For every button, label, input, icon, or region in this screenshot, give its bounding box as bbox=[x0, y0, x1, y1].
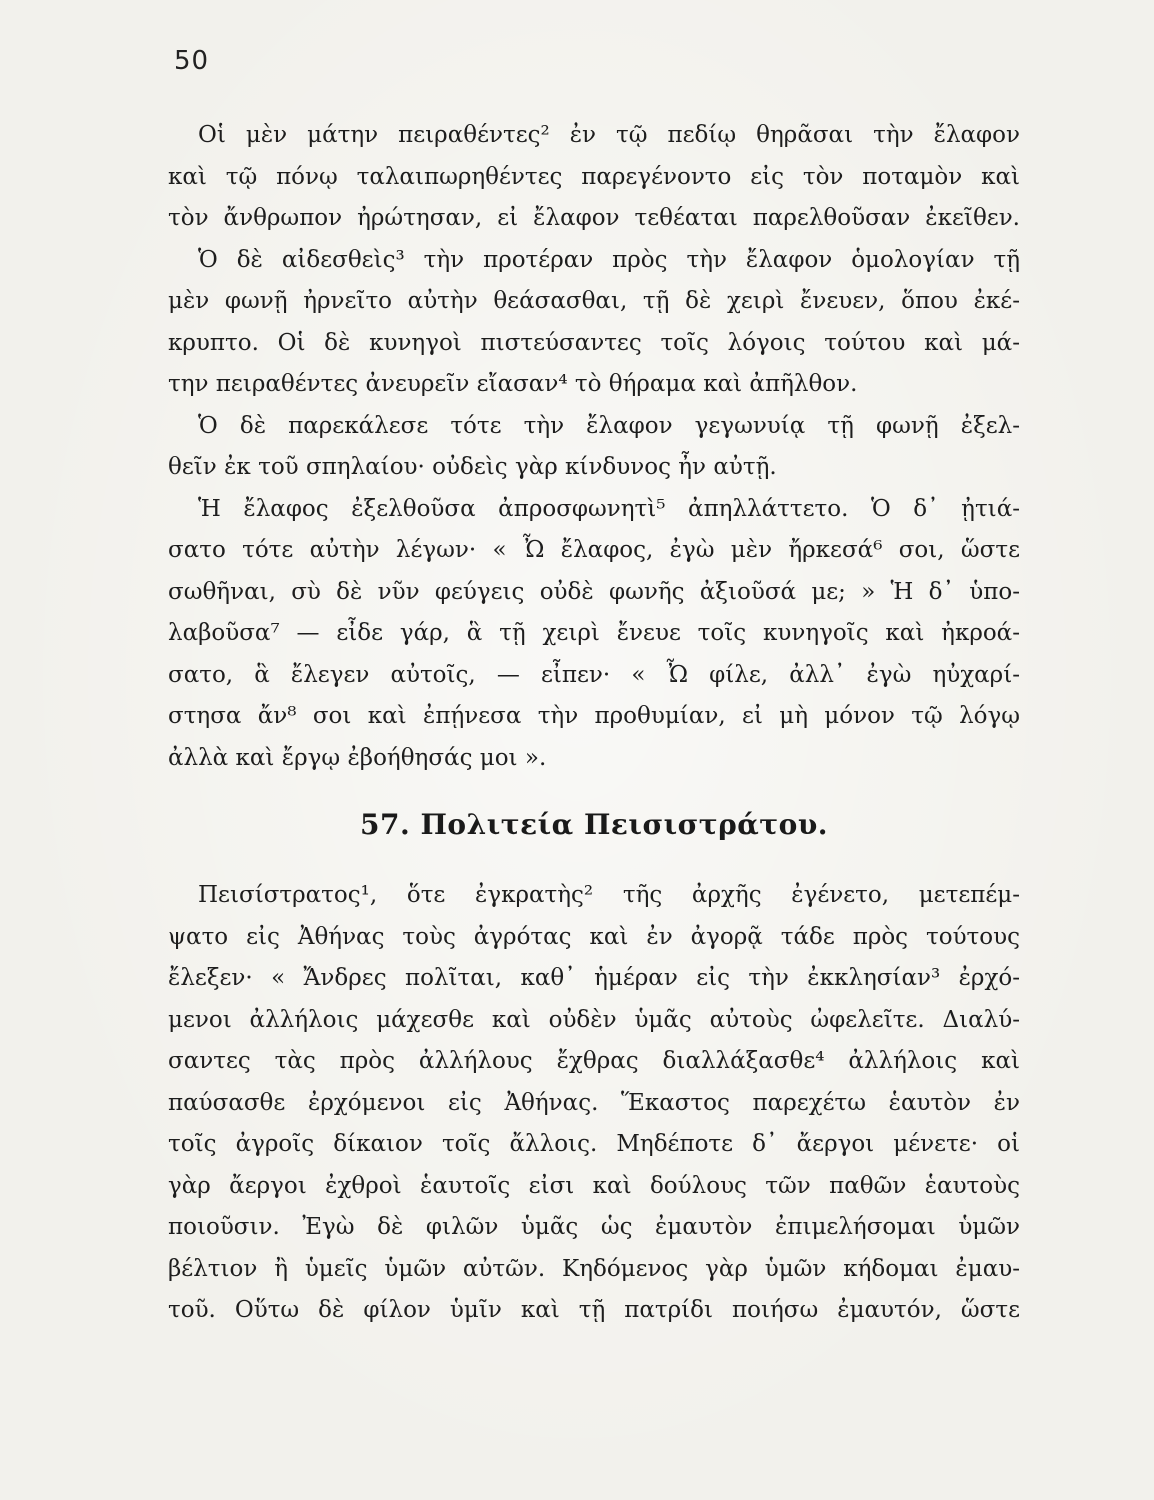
text-line: σατο τότε αὐτὴν λέγων· « Ὦ ἔλαφος, ἐγὼ μὲν ἤρκεσά⁶ σοι, ὥστε bbox=[168, 537, 1020, 563]
text-line: σαντες τὰς πρὸς ἀλλήλους ἔχθρας διαλλάξασθε⁴ ἀλλήλοις καὶ bbox=[168, 1048, 1020, 1074]
text-line: θεῖν ἐκ τοῦ σπηλαίου· οὐδεὶς γὰρ κίνδυνος ἦν αὐτῇ. bbox=[168, 454, 777, 480]
text-line: παύσασθε ἐρχόμενοι εἰς Ἀθήνας. Ἕκαστος παρεχέτω ἑαυτὸν ἐν bbox=[168, 1089, 1020, 1116]
text-line: σατο, ἃ ἔλεγεν αὐτοῖς, — εἶπεν· « Ὦ φίλε, ἀλλ᾽ ἐγὼ ηὐχαρί- bbox=[168, 661, 1020, 688]
text-line: καὶ τῷ πόνῳ ταλαιπωρηθέντες παρεγένοντο εἰς τὸν ποταμὸν καὶ bbox=[168, 163, 1020, 190]
text-line: Ὁ δὲ αἰδεσθεὶς³ τὴν προτέραν πρὸς τὴν ἔλαφον ὁμολογίαν τῇ bbox=[198, 246, 1020, 273]
section-heading: 57. Πολιτεία Πεισιστράτου. bbox=[359, 808, 828, 841]
passage-fable-end bbox=[168, 115, 1020, 779]
text-line: Οἱ μὲν μάτην πειραθέντες² ἐν τῷ πεδίῳ θηρᾶσαι τὴν ἔλαφον bbox=[198, 122, 1020, 148]
text-line: μὲν φωνῇ ἠρνεῖτο αὐτὴν θεάσασθαι, τῇ δὲ χειρὶ ἔνευεν, ὅπου ἐκέ- bbox=[168, 288, 1020, 314]
text-line: ἀλλὰ καὶ ἔργῳ ἐβοήθησάς μοι ». bbox=[168, 744, 547, 771]
text-line: Ὁ δὲ παρεκάλεσε τότε τὴν ἔλαφον γεγωνυίᾳ τῇ φωνῇ ἐξελ- bbox=[198, 412, 1020, 439]
text-line: ποιοῦσιν. Ἐγὼ δὲ φιλῶν ὑμᾶς ὡς ἐμαυτὸν ἐπιμελήσομαι ὑμῶν bbox=[168, 1214, 1020, 1240]
text-line: τὸν ἄνθρωπον ἠρώτησαν, εἰ ἔλαφον τεθέαται παρελθοῦσαν ἐκεῖθεν. bbox=[168, 205, 1020, 231]
passage-peisistratus bbox=[168, 875, 1020, 1332]
text-line: βέλτιον ἢ ὑμεῖς ὑμῶν αὐτῶν. Κηδόμενος γὰρ ὑμῶν κήδομαι ἐμαυ- bbox=[168, 1255, 1020, 1282]
text-line: τοῖς ἀγροῖς δίκαιον τοῖς ἄλλοις. Μηδέποτε δ᾽ ἄεργοι μένετε· οἱ bbox=[168, 1131, 1020, 1157]
text-line: ψατο εἰς Ἀθήνας τοὺς ἀγρότας καὶ ἐν ἀγορᾷ τάδε πρὸς τούτους bbox=[168, 923, 1020, 950]
text-line: ἔλεξεν· « Ἄνδρες πολῖται, καθ᾽ ἡμέραν εἰς τὴν ἐκκλησίαν³ ἐρχό- bbox=[168, 965, 1020, 991]
text-line: σωθῆναι, σὺ δὲ νῦν φεύγεις οὐδὲ φωνῆς ἀξιοῦσά με; » Ἡ δ᾽ ὑπο- bbox=[168, 578, 1020, 605]
text-line: την πειραθέντες ἀνευρεῖν εἴασαν⁴ τὸ θήραμα καὶ ἀπῆλθον. bbox=[168, 371, 858, 397]
text-line: γὰρ ἄεργοι ἐχθροὶ ἑαυτοῖς εἰσι καὶ δούλους τῶν παθῶν ἑαυτοὺς bbox=[168, 1172, 1020, 1199]
text-line: μενοι ἀλλήλοις μάχεσθε καὶ οὐδὲν ὑμᾶς αὐτοὺς ὠφελεῖτε. Διαλύ- bbox=[168, 1006, 1020, 1033]
text-line: Πεισίστρατος¹, ὅτε ἐγκρατὴς² τῆς ἀρχῆς ἐγένετο, μετεπέμ- bbox=[198, 882, 1020, 908]
text-line: στησα ἄν⁸ σοι καὶ ἐπῄνεσα τὴν προθυμίαν, εἰ μὴ μόνον τῷ λόγῳ bbox=[168, 703, 1020, 729]
text-line: κρυπτο. Οἱ δὲ κυνηγοὶ πιστεύσαντες τοῖς λόγοις τούτου καὶ μά- bbox=[168, 329, 1020, 356]
text-line: λαβοῦσα⁷ — εἶδε γάρ, ἃ τῇ χειρὶ ἔνευε τοῖς κυνηγοῖς καὶ ἠκροά- bbox=[168, 620, 1020, 646]
text-line: Ἡ ἔλαφος ἐξελθοῦσα ἀπροσφωνητὶ⁵ ἀπηλλάττετο. Ὁ δ᾽ ᾐτιά- bbox=[198, 495, 1020, 522]
page-number: 50 bbox=[174, 46, 210, 76]
text-line: τοῦ. Οὕτω δὲ φίλον ὑμῖν καὶ τῇ πατρίδι ποιήσω ἐμαυτόν, ὥστε bbox=[168, 1297, 1020, 1323]
